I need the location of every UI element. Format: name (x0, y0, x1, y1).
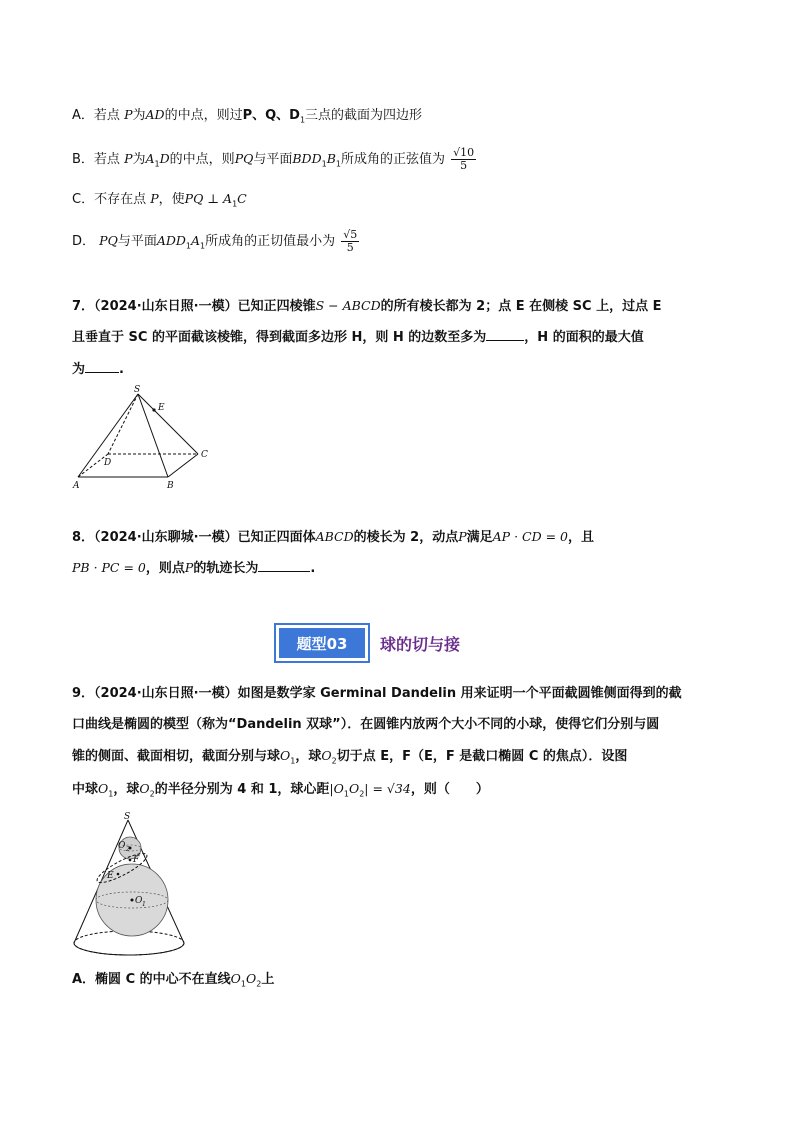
fraction-sqrt10-over-5: $\frac{√10}{5}$ (453, 146, 475, 172)
svg-text:2: 2 (126, 846, 130, 853)
q8-line-2: PB · PC = 0，则点P的轨迹长为 . (72, 560, 316, 576)
q7-line-2: 且垂直于 SC 的平面截该棱锥，得到截面多边形 H，则 H 的边数至多为 ，H 的面积的最大值 (72, 330, 644, 345)
label-f: F (133, 855, 140, 865)
label-s: S (124, 812, 131, 822)
pyramid-figure (70, 382, 220, 492)
option-c: C．不存在点 P，使PQ ⊥ $A_1C$ (72, 191, 247, 209)
option-a: A．若点 P为AD的中点，则过P、Q、$D_1$三点的截面为四边形 (72, 107, 423, 125)
q9-line-1: 9．（2024·山东日照·一模）如图是数学家 Germinal Dandelin 用来证明一个平面截圆锥侧面得到的截 (72, 686, 682, 701)
fraction-sqrt5-over-5: $\frac{√5}{5}$ (343, 228, 358, 254)
q8-line-1: 8．（2024·山东聊城·一模）已知正四面体ABCD的棱长为 2，动点P满足AP · CD = 0，且 (72, 529, 594, 545)
section-tag: 题型03 (276, 625, 368, 661)
answer-blank[interactable] (486, 328, 524, 341)
answer-blank[interactable] (85, 360, 119, 373)
label-a: A (73, 481, 80, 491)
label-e: E (158, 403, 165, 413)
label-o2: O (118, 841, 126, 851)
option-d: D． PQ与平面$ADD_1A_1$所成角的正切值最小为 $\frac{√5}{5}$ (72, 228, 358, 254)
q9-line-2: 口曲线是椭圆的模型（称为“Dandelin 双球”）．在圆锥内放两个大小不同的小球，使得它们分别与圆 (72, 717, 660, 732)
section-title: 球的切与接 (380, 634, 461, 654)
dandelin-cone-figure (70, 810, 190, 960)
label-e: E (107, 871, 114, 881)
section-banner (276, 624, 460, 662)
option-b: B．若点 P为$A_1D$的中点，则PQ与平面$BDD_1B_1$所成角的正弦值为 $\frac{√10}{5}$ (72, 146, 475, 172)
label-b: B (167, 481, 174, 491)
q7-line-1: 7．（2024·山东日照·一模）已知正四棱锥S − ABCD的所有棱长都为 2；点 E 在侧棱 SC 上，过点 E (72, 298, 662, 314)
q9-line-3: 锥的侧面、截面相切，截面分别与球$O_1$，球$O_2$切于点 E，F（E，F 是截口椭圆 C 的焦点）．设图 (72, 748, 628, 766)
label-s: S (134, 385, 141, 395)
svg-text:1: 1 (142, 901, 146, 908)
label-d: D (104, 458, 112, 468)
q7-line-3: 为 . (72, 362, 124, 377)
label-o1: O (135, 896, 143, 906)
answer-blank[interactable] (258, 559, 310, 572)
label-c: C (201, 450, 208, 460)
q9-line-4: 中球$O_1$，球$O_2$的半径分别为 4 和 1，球心距$|O_1O_2| = √34$，则（ ） (72, 781, 489, 799)
q9-option-a: A．椭圆 C 的中心不在直线$O_1O_2$上 (72, 971, 275, 989)
